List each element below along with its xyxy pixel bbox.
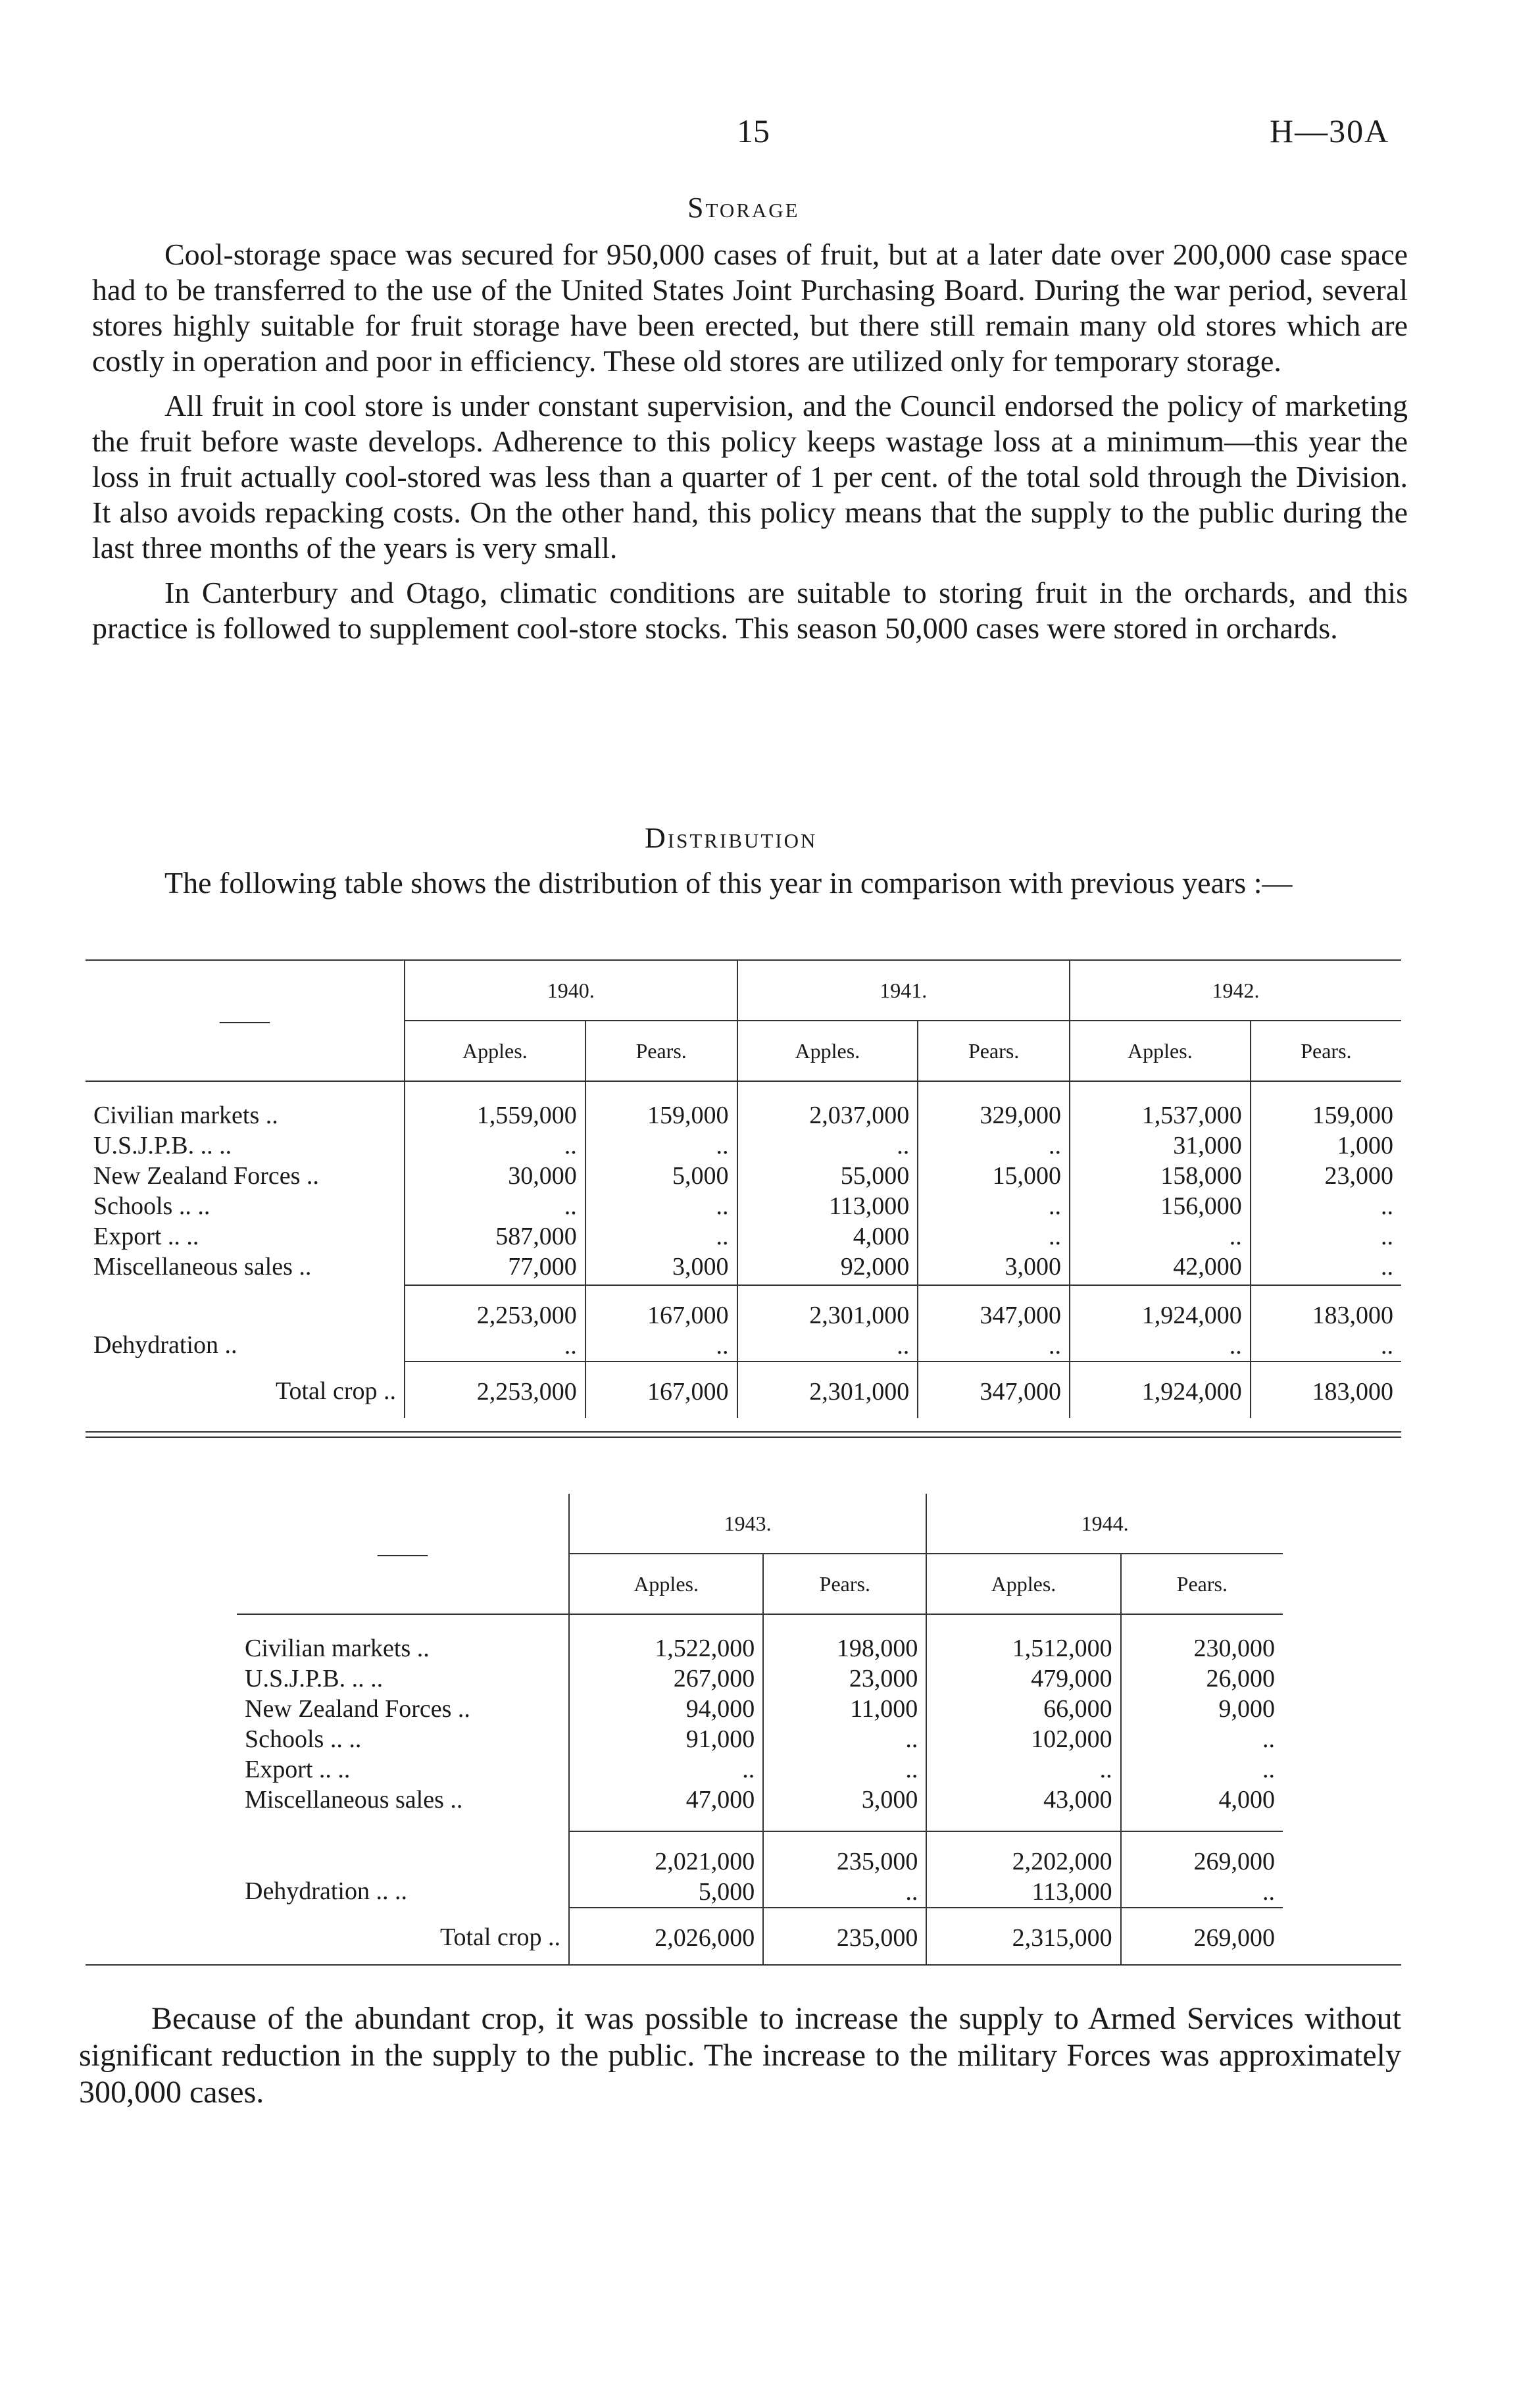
cell: 102,000 (1031, 1725, 1112, 1753)
subtotal-value: 269,000 (1193, 1848, 1275, 1875)
subtotal-label-cell (237, 1831, 569, 1908)
dehydration-value: .. (1262, 1878, 1275, 1906)
cell: .. (1049, 1132, 1061, 1159)
pears-header: Pears. (918, 1021, 1070, 1081)
dehydration-value: .. (897, 1332, 910, 1360)
cell: 9,000 (1218, 1695, 1275, 1723)
row-label: New Zealand Forces .. (245, 1695, 470, 1723)
cell: 1,000 (1337, 1132, 1393, 1159)
apples-header: Apples. (926, 1554, 1120, 1614)
column-1943-apples (569, 1614, 763, 1831)
total-value: 2,026,000 (569, 1908, 763, 1964)
cell: .. (1099, 1756, 1112, 1783)
cell: 2,037,000 (809, 1102, 910, 1129)
cell: .. (1262, 1725, 1275, 1753)
table-stub-dash: —— (220, 1007, 270, 1034)
year-header: 1943. (569, 1494, 926, 1554)
cell: 198,000 (836, 1635, 918, 1662)
subtotal-cell (763, 1831, 926, 1908)
year-header: 1940. (405, 961, 737, 1021)
pears-header: Pears. (585, 1021, 737, 1081)
cell: 159,000 (1312, 1102, 1393, 1129)
column-1941-apples (737, 1081, 918, 1285)
column-1944-apples (926, 1614, 1120, 1831)
pears-header: Pears. (1251, 1021, 1401, 1081)
cell: .. (1381, 1223, 1393, 1250)
subtotal-value: 347,000 (980, 1302, 1061, 1329)
row-label: New Zealand Forces .. (93, 1162, 319, 1190)
table-1943-1944 (237, 1494, 1283, 1964)
table-stub-dash: —— (378, 1540, 428, 1567)
total-value: 235,000 (763, 1908, 926, 1964)
distribution-table-1943-1944 (237, 1494, 1283, 1964)
cell: 66,000 (1043, 1695, 1112, 1723)
subtotal-value: 235,000 (836, 1848, 918, 1875)
total-value: 2,301,000 (737, 1361, 918, 1418)
row-label: Schools .. .. (93, 1192, 211, 1220)
row-label: Export .. .. (245, 1756, 351, 1783)
pears-header: Pears. (763, 1554, 926, 1614)
row-label: Miscellaneous sales .. (93, 1253, 312, 1281)
cell: 230,000 (1193, 1635, 1275, 1662)
total-value: 183,000 (1251, 1361, 1401, 1418)
cell: 1,537,000 (1141, 1102, 1242, 1129)
apples-header: Apples. (1070, 1021, 1251, 1081)
closing-paragraph: Because of the abundant crop, it was possible to increase the supply to Armed Services without significant reduction in the supply to the public. The increase to the military Forces was approximately 300,000 cases. (79, 2001, 1401, 2110)
cell: 3,000 (861, 1786, 918, 1814)
cell: 158,000 (1160, 1162, 1242, 1190)
cell: .. (905, 1725, 918, 1753)
column-1940-apples (405, 1081, 585, 1285)
dehydration-value: .. (716, 1332, 729, 1360)
dehydration-label: Dehydration .. (93, 1331, 237, 1359)
cell: .. (1381, 1192, 1393, 1220)
subtotal-value: 2,021,000 (655, 1848, 755, 1875)
row-label: Civilian markets .. (245, 1635, 430, 1662)
apples-header: Apples. (405, 1021, 585, 1081)
cell: 479,000 (1031, 1665, 1112, 1692)
cell: 47,000 (685, 1786, 755, 1814)
total-label: Total crop .. (275, 1377, 396, 1405)
cell: 77,000 (508, 1253, 577, 1281)
dehydration-value: .. (1229, 1332, 1242, 1360)
storage-paragraph-1: Cool-storage space was secured for 950,000 cases of fruit, but at a later date over 200,000 case space had to be transferred to the use of the United States Joint Purchasing Board. During the war period, several stores highly suitable for fruit storage have been erected, but there still remain many old stores which are costly in operation and poor in efficiency. These old stores are utilized only for temporary storage. (92, 238, 1408, 378)
cell: .. (1049, 1223, 1061, 1250)
table-1940-1942 (86, 961, 1401, 1418)
total-value: 1,924,000 (1070, 1361, 1251, 1418)
cell: 5,000 (672, 1162, 729, 1190)
cell: .. (1262, 1756, 1275, 1783)
total-value: 269,000 (1121, 1908, 1283, 1964)
cell: 587,000 (495, 1223, 577, 1250)
cell: 1,512,000 (1012, 1635, 1112, 1662)
subtotal-cell (405, 1285, 585, 1361)
cell: 91,000 (685, 1725, 755, 1753)
cell: 23,000 (1324, 1162, 1393, 1190)
subtotal-cell (1070, 1285, 1251, 1361)
distribution-intro (92, 865, 1408, 910)
dehydration-value: 5,000 (698, 1878, 755, 1906)
cell: 15,000 (992, 1162, 1061, 1190)
pears-header: Pears. (1121, 1554, 1283, 1614)
cell: .. (897, 1132, 910, 1159)
cell: 4,000 (1218, 1786, 1275, 1814)
cell: .. (716, 1132, 729, 1159)
dehydration-value: 113,000 (1031, 1878, 1112, 1906)
cell: .. (564, 1192, 577, 1220)
total-value: 2,253,000 (405, 1361, 585, 1418)
cell: 94,000 (685, 1695, 755, 1723)
subtotal-cell (737, 1285, 918, 1361)
cell: 329,000 (980, 1102, 1061, 1129)
row-label: U.S.J.P.B. .. .. (245, 1665, 384, 1692)
cell: .. (716, 1192, 729, 1220)
column-1940-pears (585, 1081, 737, 1285)
year-header: 1944. (926, 1494, 1283, 1554)
dehydration-value: .. (1381, 1332, 1393, 1360)
subtotal-cell (926, 1831, 1120, 1908)
cell: .. (716, 1223, 729, 1250)
column-1942-apples (1070, 1081, 1251, 1285)
cell: 113,000 (829, 1192, 910, 1220)
distribution-table-1940-1942 (86, 959, 1401, 1438)
cell: 156,000 (1160, 1192, 1242, 1220)
row-label: Export .. .. (93, 1223, 199, 1250)
total-value: 347,000 (918, 1361, 1070, 1418)
column-1941-pears (918, 1081, 1070, 1285)
table-bottom-rule (86, 1964, 1401, 1966)
dehydration-value: .. (1049, 1332, 1061, 1360)
cell: 92,000 (840, 1253, 910, 1281)
column-1942-pears (1251, 1081, 1401, 1285)
cell: 43,000 (1043, 1786, 1112, 1814)
total-value: 167,000 (585, 1361, 737, 1418)
cell: 30,000 (508, 1162, 577, 1190)
cell: 23,000 (849, 1665, 918, 1692)
subtotal-value: 183,000 (1312, 1302, 1393, 1329)
subtotal-value: 2,202,000 (1012, 1848, 1112, 1875)
year-header: 1942. (1070, 961, 1401, 1021)
storage-paragraph-3: In Canterbury and Otago, climatic conditions are suitable to storing fruit in the orchards, and this practice is followed to supplement cool-store stocks. This season 50,000 cases were stored in orchards. (92, 576, 1408, 645)
subtotal-value: 2,301,000 (809, 1302, 910, 1329)
subtotal-label-cell (86, 1285, 405, 1361)
cell: 159,000 (647, 1102, 729, 1129)
row-label: Schools .. .. (245, 1725, 362, 1753)
year-header: 1941. (737, 961, 1070, 1021)
storage-section (92, 237, 1408, 655)
total-value: 2,315,000 (926, 1908, 1120, 1964)
dehydration-value: .. (905, 1878, 918, 1906)
cell: .. (905, 1756, 918, 1783)
cell: 42,000 (1173, 1253, 1242, 1281)
subtotal-value: 2,253,000 (476, 1302, 577, 1329)
page-number: 15 (737, 113, 770, 149)
cell: 3,000 (1005, 1253, 1061, 1281)
row-labels (86, 1081, 405, 1285)
cell: 4,000 (853, 1223, 910, 1250)
cell: 31,000 (1173, 1132, 1242, 1159)
subtotal-cell (1251, 1285, 1401, 1361)
cell: .. (564, 1132, 577, 1159)
cell: 267,000 (673, 1665, 755, 1692)
row-label: U.S.J.P.B. .. .. (93, 1132, 232, 1159)
cell: 1,522,000 (655, 1635, 755, 1662)
storage-paragraph-2: All fruit in cool store is under constant supervision, and the Council endorsed the policy of marketing the fruit before waste develops. Adherence to this policy keeps wastage loss at a minimum—this year the loss in fruit actually cool-stored was less than a quarter of 1 per cent. of the total sold through the Division. It also avoids repacking costs. On the other hand, this policy means that the supply to the public during the last three months of the years is very small. (92, 389, 1408, 565)
cell: 1,559,000 (476, 1102, 577, 1129)
subtotal-cell (1121, 1831, 1283, 1908)
total-label: Total crop .. (439, 1923, 560, 1951)
cell: .. (1229, 1223, 1242, 1250)
apples-header: Apples. (569, 1554, 763, 1614)
subtotal-cell (585, 1285, 737, 1361)
subtotal-value: 167,000 (647, 1302, 729, 1329)
subtotal-value: 1,924,000 (1141, 1302, 1242, 1329)
subtotal-cell (918, 1285, 1070, 1361)
distribution-intro-text: The following table shows the distribution of this year in comparison with previous years :— (164, 866, 1293, 900)
row-label: Civilian markets .. (93, 1102, 278, 1129)
cell: .. (742, 1756, 755, 1783)
closing-section (79, 2000, 1401, 2120)
dehydration-label: Dehydration .. .. (245, 1877, 407, 1905)
distribution-heading: Distribution (645, 822, 818, 854)
dehydration-value: .. (564, 1332, 577, 1360)
cell: 26,000 (1206, 1665, 1275, 1692)
row-label: Miscellaneous sales .. (245, 1786, 463, 1814)
column-1943-pears (763, 1614, 926, 1831)
storage-heading: Storage (687, 191, 800, 224)
cell: 55,000 (840, 1162, 910, 1190)
cell: 11,000 (850, 1695, 918, 1723)
cell: 3,000 (672, 1253, 729, 1281)
document-reference: H—30A (1270, 113, 1390, 149)
column-1944-pears (1121, 1614, 1283, 1831)
cell: .. (1381, 1253, 1393, 1281)
subtotal-cell (569, 1831, 763, 1908)
cell: .. (1049, 1192, 1061, 1220)
row-labels (237, 1614, 569, 1831)
table-divider-double-rule (86, 1431, 1401, 1438)
apples-header: Apples. (737, 1021, 918, 1081)
